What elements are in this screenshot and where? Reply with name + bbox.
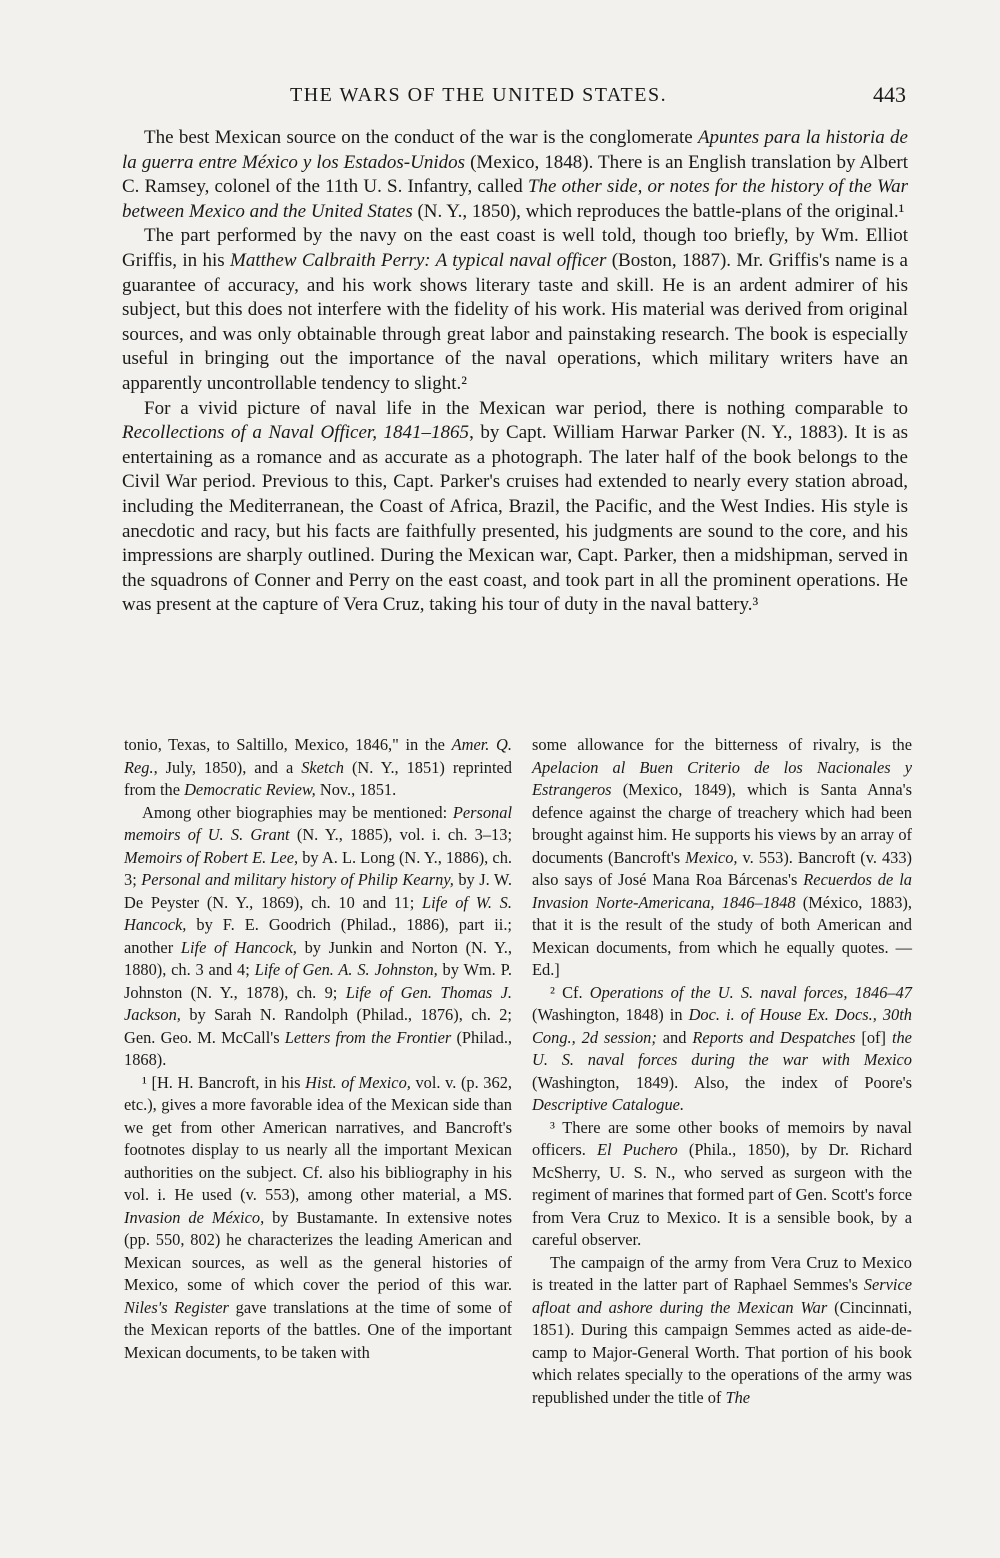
book-title: Recuerdos de la Invasion Norte-Americana, 1846–1848: [532, 870, 912, 912]
text-run: (Mexico, 1849), which is Santa Anna's defence against the charge of treachery which had been brought against him. He supports his views by an array of documents (Bancroft's: [532, 780, 912, 867]
text-run: The best Mexican source on the conduct of the war is the conglomerate: [144, 127, 698, 148]
text-run: v. 553). Bancroft (v. 433) also says of José Mana Roa Bárcenas's: [532, 847, 912, 889]
book-title: Service afloat and ashore during the Mexican War: [532, 1275, 912, 1317]
text-run: (Philad., 1868).: [124, 1027, 513, 1069]
text-run: and: [656, 1027, 693, 1047]
text-run: For a vivid picture of naval life in the Mexican war period, there is nothing comparable to: [144, 397, 908, 419]
text-run: (N. Y., 1885), vol. i. ch. 3–13;: [289, 825, 513, 844]
footnote-3: [532, 1117, 912, 1252]
text-run: by J. W. De Peyster (N. Y., 1869), ch. 10 and 11;: [124, 870, 512, 912]
text-run: The part performed by the navy on the east coast is well told, though too briefly, by Wm. Elliot Griffis, in his: [122, 225, 908, 271]
paragraph-naval-life: [122, 397, 908, 618]
book-title: Mexico,: [685, 847, 738, 867]
paragraph-navy-east-coast: [122, 224, 908, 396]
text-run: ³ There are some other books of memoirs by naval officers.: [532, 1117, 912, 1159]
book-title: El Puchero: [597, 1140, 678, 1159]
book-title: Niles's Register: [124, 1297, 229, 1317]
book-title: Life of W. S. Hancock,: [124, 892, 512, 934]
book-title: Matthew Calbraith Perry: A typical naval officer: [230, 249, 607, 271]
book-title: Invasion de México,: [124, 1207, 265, 1227]
footnotes-right-column: [532, 734, 912, 1409]
text-run: Among other biographies may be mentioned:: [142, 802, 453, 822]
book-title: Doc. i. of House Ex. Docs., 30th Cong., 2d session;: [532, 1005, 912, 1047]
running-head: [140, 84, 908, 114]
book-title: Hist. of Mexico,: [305, 1072, 411, 1092]
book-title: Amer. Q. Reg.: [124, 735, 512, 777]
running-title: THE WARS OF THE UNITED STATES.: [290, 84, 668, 106]
text-run: (N. Y., 1850), which reproduces the battle-plans of the original.¹: [412, 200, 905, 222]
text-run: (N. Y., 1851) reprinted from the: [124, 757, 512, 799]
text-run: The campaign of the army from Vera Cruz to Mexico is treated in the latter part of Raphael Semmes's: [532, 1252, 912, 1294]
text-run: , by Capt. William Harwar Parker (N. Y., 1883). It is as entertaining as a romance and as accurate as a photograph. The later half of the book belongs to the Civil War period. Previous to this, Capt. Parker's cruises had extended to nearly every station abroad, including the Mediterranean, the Coast of Africa, Brazil, the Pacific, and the West Indies. His style is anecdotic and racy, but his facts are faithfully presented, his judgments are sound to the core, and his impressions are sharply outlined. During the Mexican war, Capt. Parker, then a midshipman, served in the squadrons of Conner and Perry on the east coast, and took part in all the prominent operations. He was present at the capture of Vera Cruz, taking his tour of duty in the naval battery.³: [122, 422, 908, 616]
text-run: by A. L. Long (N. Y., 1886), ch. 3;: [124, 847, 512, 889]
text-run: , July, 1850), and a: [153, 757, 302, 777]
book-title: Democratic Review,: [184, 780, 316, 799]
text-run: by F. E. Goodrich (Philad., 1886), part ii.; another: [124, 915, 512, 957]
book-title: Reports and Despatches: [692, 1027, 856, 1047]
book-title: Operations of the U. S. naval forces, 1846–47: [589, 982, 912, 1002]
text-run: (Mexico, 1848). There is an English translation by Albert C. Ramsey, colonel of the 11th U. S. Infantry, called: [122, 151, 908, 198]
footnote-2: [532, 982, 912, 1117]
footnotes-left-column: [124, 734, 512, 1364]
text-run: tonio, Texas, to Saltillo, Mexico, 1846," in the: [124, 735, 452, 754]
paragraph-mexican-sources: [122, 126, 908, 224]
main-text: [122, 126, 908, 618]
footnote-biographies: [124, 802, 512, 1072]
text-run: ¹ [H. H. Bancroft, in his: [142, 1072, 306, 1092]
book-title: Memoirs of Robert E. Lee,: [124, 847, 299, 867]
book-title: Apuntes para la historia de la guerra entre México y los Estados-Unidos: [122, 127, 908, 173]
text-run: by Junkin and Norton (N. Y., 1880), ch. 3 and 4;: [124, 937, 512, 979]
text-run: [of]: [855, 1027, 892, 1047]
book-title: The other side, or notes for the history of the War between Mexico and the United States: [122, 176, 909, 222]
text-run: by Bustamante. In extensive notes (pp. 550, 802) he characterizes the leading American and Mexican sources, as well as the general histories of Mexico, some of which cover the period of this war.: [124, 1207, 512, 1294]
text-run: by Sarah N. Randolph (Philad., 1876), ch. 2; Gen. Geo. M. McCall's: [124, 1005, 512, 1047]
footnote-continuation: [124, 734, 512, 802]
book-title: Personal and military history of Philip Kearny,: [141, 870, 454, 889]
footnote-campaign: [532, 1252, 912, 1410]
text-run: (México, 1883), that it is the result of the study of both American and Mexican documents, from which he equally quotes. — Ed.]: [532, 892, 912, 979]
book-title: Recollections of a Naval Officer, 1841–1865: [122, 422, 470, 444]
page-number: 443: [873, 82, 906, 107]
text-run: (Washington, 1849). Also, the index of Poore's: [532, 1072, 912, 1092]
text-run: by Wm. P. Johnston (N. Y., 1878), ch. 9;: [124, 960, 512, 1002]
text-run: some allowance for the bitterness of rivalry, is the: [532, 735, 912, 754]
book-title: Personal memoirs of U. S. Grant: [124, 802, 512, 844]
book-title: Life of Gen. A. S. Johnston,: [254, 960, 438, 979]
text-run: Nov., 1851.: [315, 780, 397, 799]
text-run: (Boston, 1887). Mr. Griffis's name is a guarantee of accuracy, and his work shows literary taste and skill. He is an ardent admirer of his subject, but this does not interfere with the fidelity of his work. His material was derived from original sources, and was only obtainable through great labor and painstaking research. The book is especially useful in bringing out the importance of the naval operations, which military writers have an apparently uncontrollable tendency to slight.²: [122, 249, 908, 394]
book-title: the U. S. naval forces during the war with Mexico: [532, 1027, 912, 1069]
book-title: Life of Hancock,: [180, 937, 297, 957]
book-title: Sketch: [301, 757, 344, 777]
book-title: Letters from the Frontier: [284, 1027, 452, 1047]
text-run: (Washington, 1848) in: [532, 1005, 689, 1024]
book-title: Descriptive Catalogue.: [532, 1095, 685, 1114]
text-run: (Phila., 1850), by Dr. Richard McSherry, U. S. N., who served as surgeon with the regiment of marines that formed part of Gen. Scott's force from Vera Cruz to Mexico. It is a sensible book, by a careful observer.: [532, 1140, 912, 1249]
book-title: The: [725, 1387, 751, 1407]
text-run: ² Cf.: [550, 982, 590, 1002]
text-run: vol. v. (p. 362, etc.), gives a more favorable idea of the Mexican side than we get from other American narratives, and Bancroft's footnotes display to us nearly all the important Mexican authorities on the subject. Cf. also his bibliography in his vol. i. He used (v. 553), among other material, a MS.: [124, 1072, 512, 1204]
text-run: (Cincinnati, 1851). During this campaign Semmes acted as aide-de-camp to Major-General Worth. That portion of his book which relates specially to the operations of the army was republished under the title of: [532, 1297, 913, 1407]
footnote-continuation-right: [532, 734, 912, 982]
book-title: Apelacion al Buen Criterio de los Nacionales y Estrangeros: [532, 757, 912, 799]
text-run: gave translations at the time of some of the Mexican reports of the battles. One of the important Mexican documents, to be taken with: [124, 1297, 512, 1362]
footnote-1: [124, 1072, 512, 1365]
book-title: Life of Gen. Thomas J. Jackson,: [124, 982, 512, 1024]
